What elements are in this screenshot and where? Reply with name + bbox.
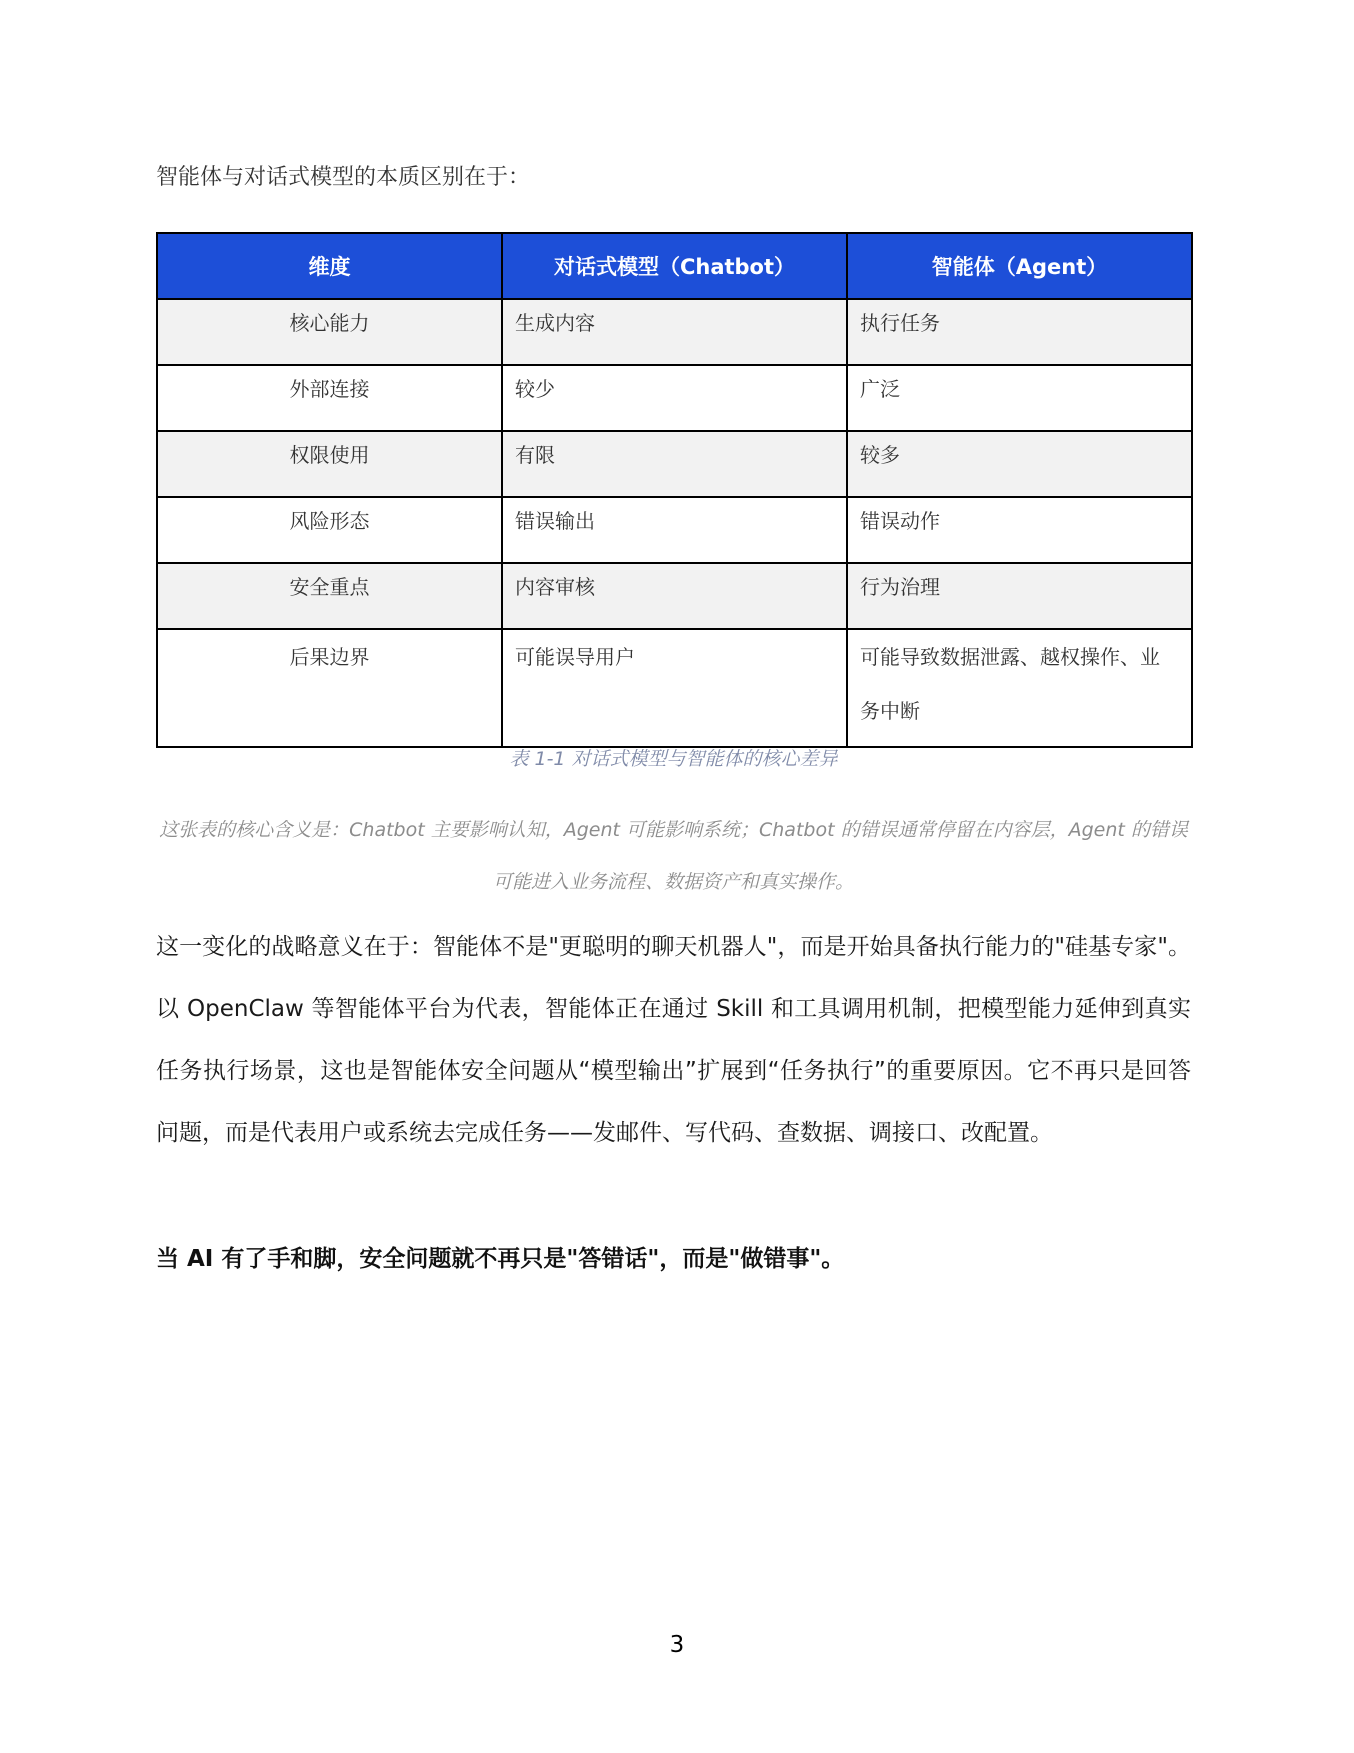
cell-chatbot: 生成内容 (502, 299, 847, 365)
cell-dimension: 外部连接 (157, 365, 502, 431)
cell-agent: 可能导致数据泄露、越权操作、业务中断 (847, 629, 1192, 747)
table-row (157, 497, 1192, 563)
intro-text: 智能体与对话式模型的本质区别在于： (156, 165, 531, 190)
page-number: 3 (669, 1632, 685, 1658)
cell-chatbot: 较少 (502, 365, 847, 431)
cell-chatbot: 内容审核 (502, 563, 847, 629)
bold-statement: 当 AI 有了手和脚，安全问题就不再只是"答错话"，而是"做错事"。 (156, 1246, 845, 1272)
table-caption: 表 1-1 对话式模型与智能体的核心差异 (509, 748, 838, 770)
table-row (157, 299, 1192, 365)
cell-dimension: 安全重点 (157, 563, 502, 629)
table-header-row (157, 233, 1192, 299)
comparison-table (156, 232, 1193, 748)
cell-dimension: 后果边界 (157, 629, 502, 747)
table-row (157, 365, 1192, 431)
table-row (157, 629, 1192, 747)
cell-agent: 执行任务 (847, 299, 1192, 365)
header-agent: 智能体（Agent） (847, 233, 1192, 299)
cell-dimension: 核心能力 (157, 299, 502, 365)
cell-chatbot: 错误输出 (502, 497, 847, 563)
cell-chatbot: 可能误导用户 (502, 629, 847, 747)
cell-chatbot: 有限 (502, 431, 847, 497)
cell-agent: 较多 (847, 431, 1192, 497)
cell-dimension: 权限使用 (157, 431, 502, 497)
table-note: 这张表的核心含义是：Chatbot 主要影响认知，Agent 可能影响系统；Chatbot 的错误通常停留在内容层，Agent 的错误可能进入业务流程、数据资产和真实操作。 (159, 819, 1188, 893)
table-row (157, 563, 1192, 629)
body-paragraph: 这一变化的战略意义在于：智能体不是"更聪明的聊天机器人"，而是开始具备执行能力的"硅基专家"。以 OpenClaw 等智能体平台为代表，智能体正在通过 Skill 和工具调用机制，把模型能力延伸到真实任务执行场景，这也是智能体安全问题从“模型输出”扩展到“任务执行”的重要原因。它不再只是回答问题，而是代表用户或系统去完成任务——发邮件、写代码、查数据、调接口、改配置。 (156, 934, 1191, 1146)
cell-dimension: 风险形态 (157, 497, 502, 563)
cell-agent: 错误动作 (847, 497, 1192, 563)
table-row (157, 431, 1192, 497)
header-dimension: 维度 (157, 233, 502, 299)
cell-agent: 广泛 (847, 365, 1192, 431)
header-chatbot: 对话式模型（Chatbot） (502, 233, 847, 299)
cell-agent: 行为治理 (847, 563, 1192, 629)
